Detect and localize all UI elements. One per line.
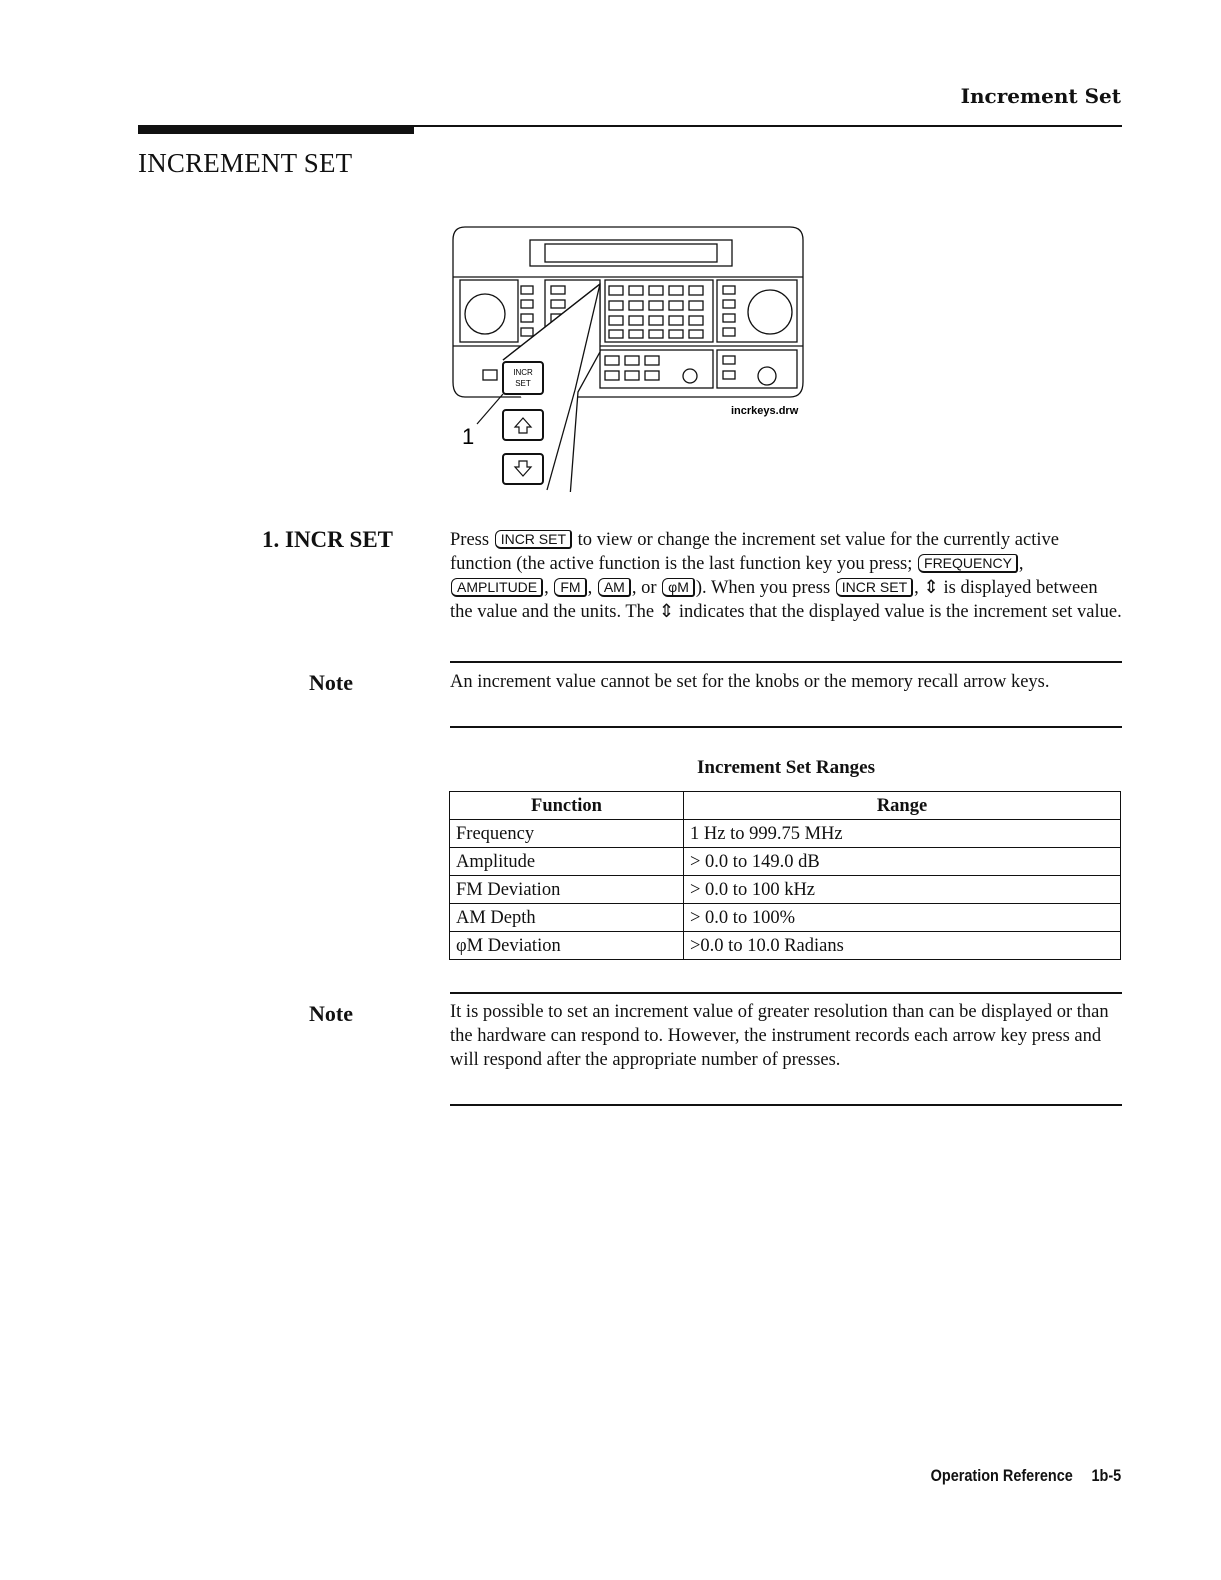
callout-leader [477, 394, 503, 424]
fm-key: FM [554, 578, 586, 597]
range-cell: >0.0 to 10.0 Radians [684, 932, 1121, 960]
increment-ranges-table [449, 791, 1121, 960]
step-label: 1. INCR SET [262, 527, 394, 552]
phim-key: φM [662, 578, 695, 597]
right-knob [748, 290, 792, 334]
up-arrow-key [503, 410, 543, 440]
range-cell: 1 Hz to 999.75 MHz [684, 820, 1121, 848]
step-text: Press [450, 530, 490, 550]
note-text: It is possible to set an increment value of greater resolution than can be displayed or than the hardware can respond to. However, the instrument records each arrow key press and will respond after the appropriate number of presses. [450, 1002, 1109, 1070]
callout-number: 1 [462, 424, 475, 449]
function-cell: φM Deviation [450, 932, 684, 960]
incr-set-key: INCR SET [836, 578, 913, 597]
left-knob [465, 294, 505, 334]
step-text: , ⇕ is displayed between the value and the units. The ⇕ indicates that the displayed value is the increment set value. [450, 578, 1122, 622]
section-title: INCREMENT SET [138, 148, 353, 178]
function-cell: Frequency [450, 820, 684, 848]
step-description: Press INCR SET to view or change the increment set value for the currently active function (the active function is the last function key you press; FREQUENCY , AMPLITUDE , FM , AM , or φM ). When you press INCR SET , ⇕ is displayed between the value and the units. The ⇕ indicates that the displayed value is the increment set value. [450, 530, 1122, 622]
note-rule-top [450, 661, 1122, 663]
note-label: Note [309, 670, 353, 695]
incr-key-label-line1: INCR [513, 368, 533, 377]
incr-set-key-magnified [503, 362, 543, 394]
table-title: Increment Set Ranges [696, 757, 875, 778]
frequency-key: FREQUENCY [918, 554, 1018, 573]
incr-key-label-line2: SET [515, 379, 531, 388]
range-cell: > 0.0 to 149.0 dB [684, 848, 1121, 876]
table-row [450, 848, 1121, 876]
column-header: Range [684, 792, 1121, 820]
figure-file-label: incrkeys.drw [731, 405, 799, 417]
note-text: An increment value cannot be set for the knobs or the memory recall arrow keys. [450, 672, 1050, 692]
page-number: 1b-5 [1091, 1466, 1121, 1485]
amplitude-key: AMPLITUDE [451, 578, 543, 597]
step-text: to view or change the increment set value for the currently active function (the active function is the last function key you press; [450, 530, 1059, 574]
running-head-title: Increment Set [960, 84, 1121, 108]
incr-set-key: INCR SET [495, 530, 572, 549]
note-label: Note [309, 1001, 353, 1026]
step-text: or [641, 578, 657, 598]
down-arrow-key [503, 454, 543, 484]
page-footer [930, 1466, 1121, 1486]
header-rule-thick [138, 126, 414, 134]
table-row [450, 820, 1121, 848]
step-text: ). When you press [695, 578, 831, 598]
column-header: Function [450, 792, 684, 820]
am-key: AM [598, 578, 631, 597]
front-panel-figure [445, 222, 815, 492]
table-header-row [450, 792, 1121, 820]
function-cell: FM Deviation [450, 876, 684, 904]
table-row [450, 932, 1121, 960]
function-cell: AM Depth [450, 904, 684, 932]
footer-section: Operation Reference [930, 1466, 1073, 1485]
keypad-keys [609, 286, 703, 338]
function-cell: Amplitude [450, 848, 684, 876]
table-row [450, 904, 1121, 932]
table-row [450, 876, 1121, 904]
range-cell: > 0.0 to 100 kHz [684, 876, 1121, 904]
note-rule-top [450, 992, 1122, 994]
range-cell: > 0.0 to 100% [684, 904, 1121, 932]
note-rule-bottom [450, 726, 1122, 728]
note-rule-bottom [450, 1104, 1122, 1106]
